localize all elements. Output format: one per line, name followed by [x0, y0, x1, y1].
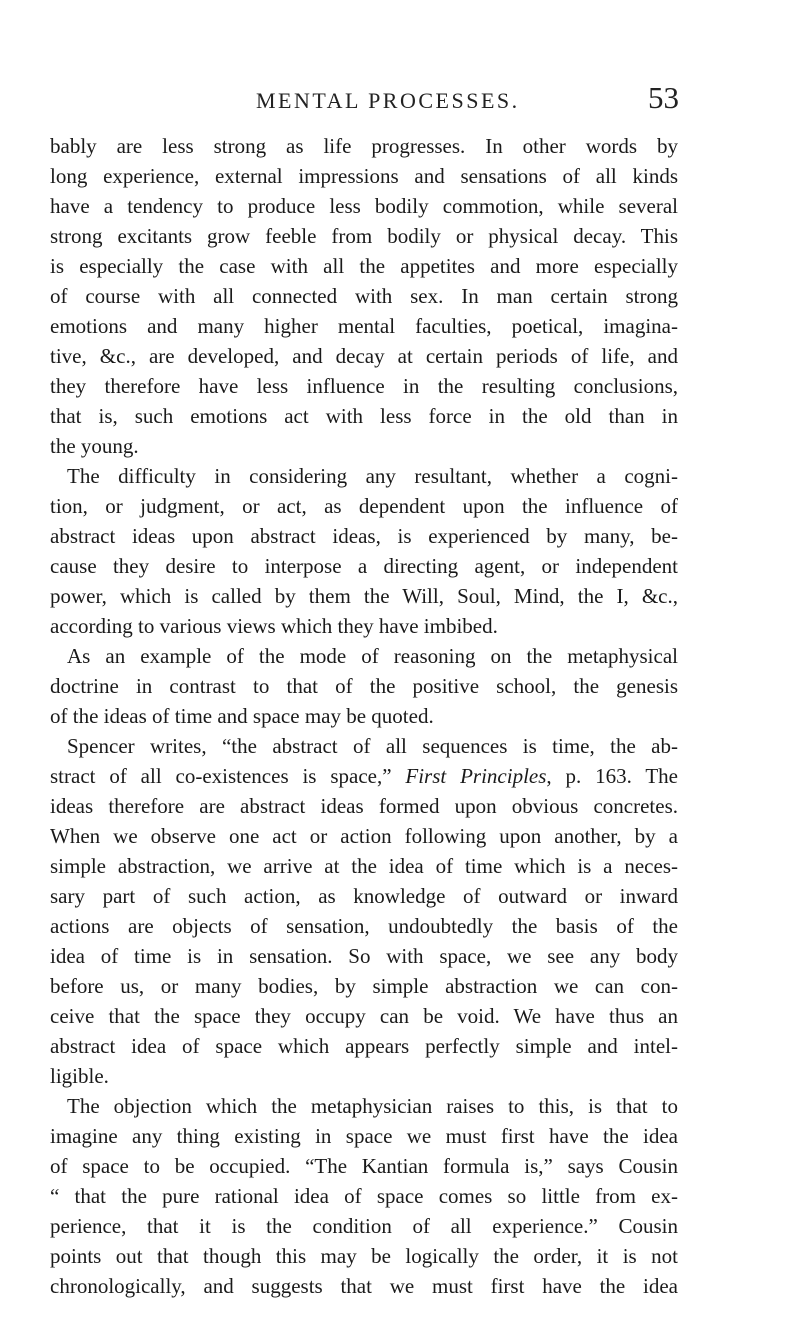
body-text: [50, 131, 678, 1301]
text-line: actions are objects of sensation, undoubtedly the basis of the: [50, 914, 678, 938]
text-line: As an example of the mode of reasoning on the metaphysical: [67, 644, 678, 668]
text-line: long experience, external impressions and sensations of all kinds: [50, 164, 678, 188]
text-line: of space to be occupied. “The Kantian formula is,” says Cousin: [50, 1154, 678, 1178]
text-line: the young.: [50, 434, 139, 458]
text-line: bably are less strong as life progresses. In other words by: [50, 134, 678, 158]
text-line: When we observe one act or action following upon another, by a: [50, 824, 678, 848]
text-line: ceive that the space they occupy can be void. We have thus an: [50, 1004, 678, 1028]
running-head-title: MENTAL PROCESSES.: [256, 88, 520, 113]
text-line: chronologically, and suggests that we must first have the idea: [50, 1274, 678, 1298]
text-line: is especially the case with all the appetites and more especially: [50, 254, 678, 278]
text-line: abstract ideas upon abstract ideas, is experienced by many, be-: [50, 524, 678, 548]
text-line: “ that the pure rational idea of space comes so little from ex-: [50, 1184, 678, 1208]
text-line: The objection which the metaphysician raises to this, is that to: [67, 1094, 678, 1118]
text-line: according to various views which they have imbibed.: [50, 614, 498, 638]
text-line: stract of all co-existences is space,” First Principles, p. 163. The: [50, 764, 678, 788]
text-line: power, which is called by them the Will, Soul, Mind, the I, &c.,: [50, 584, 678, 608]
text-line: that is, such emotions act with less force in the old than in: [50, 404, 678, 428]
text-line: simple abstraction, we arrive at the idea of time which is a neces-: [50, 854, 678, 878]
page-number: 53: [648, 80, 679, 115]
text-line: abstract idea of space which appears perfectly simple and intel-: [50, 1034, 678, 1058]
text-line: have a tendency to produce less bodily commotion, while several: [50, 194, 678, 218]
text-line: doctrine in contrast to that of the positive school, the genesis: [50, 674, 678, 698]
text-line: ligible.: [50, 1064, 109, 1088]
text-line: idea of time is in sensation. So with space, we see any body: [50, 944, 678, 968]
text-line: of the ideas of time and space may be quoted.: [50, 704, 434, 728]
text-line: sary part of such action, as knowledge of outward or inward: [50, 884, 678, 908]
text-line: cause they desire to interpose a directing agent, or independent: [50, 554, 678, 578]
text-line: emotions and many higher mental faculties, poetical, imagina-: [50, 314, 678, 338]
text-line: strong excitants grow feeble from bodily or physical decay. This: [50, 224, 678, 248]
text-line: perience, that it is the condition of all experience.” Cousin: [50, 1214, 678, 1238]
text-line: before us, or many bodies, by simple abstraction we can con-: [50, 974, 678, 998]
text-line: tive, &c., are developed, and decay at certain periods of life, and: [50, 344, 678, 368]
text-line: points out that though this may be logically the order, it is not: [50, 1244, 678, 1268]
text-line: Spencer writes, “the abstract of all sequences is time, the ab-: [67, 734, 678, 758]
text-line: imagine any thing existing in space we must first have the idea: [50, 1124, 678, 1148]
text-line: The difficulty in considering any resultant, whether a cogni-: [67, 464, 678, 488]
text-line: ideas therefore are abstract ideas formed upon obvious concretes.: [50, 794, 678, 818]
text-line: they therefore have less influence in the resulting conclusions,: [50, 374, 678, 398]
text-line: of course with all connected with sex. In man certain strong: [50, 284, 678, 308]
text-line: tion, or judgment, or act, as dependent upon the influence of: [50, 494, 678, 518]
